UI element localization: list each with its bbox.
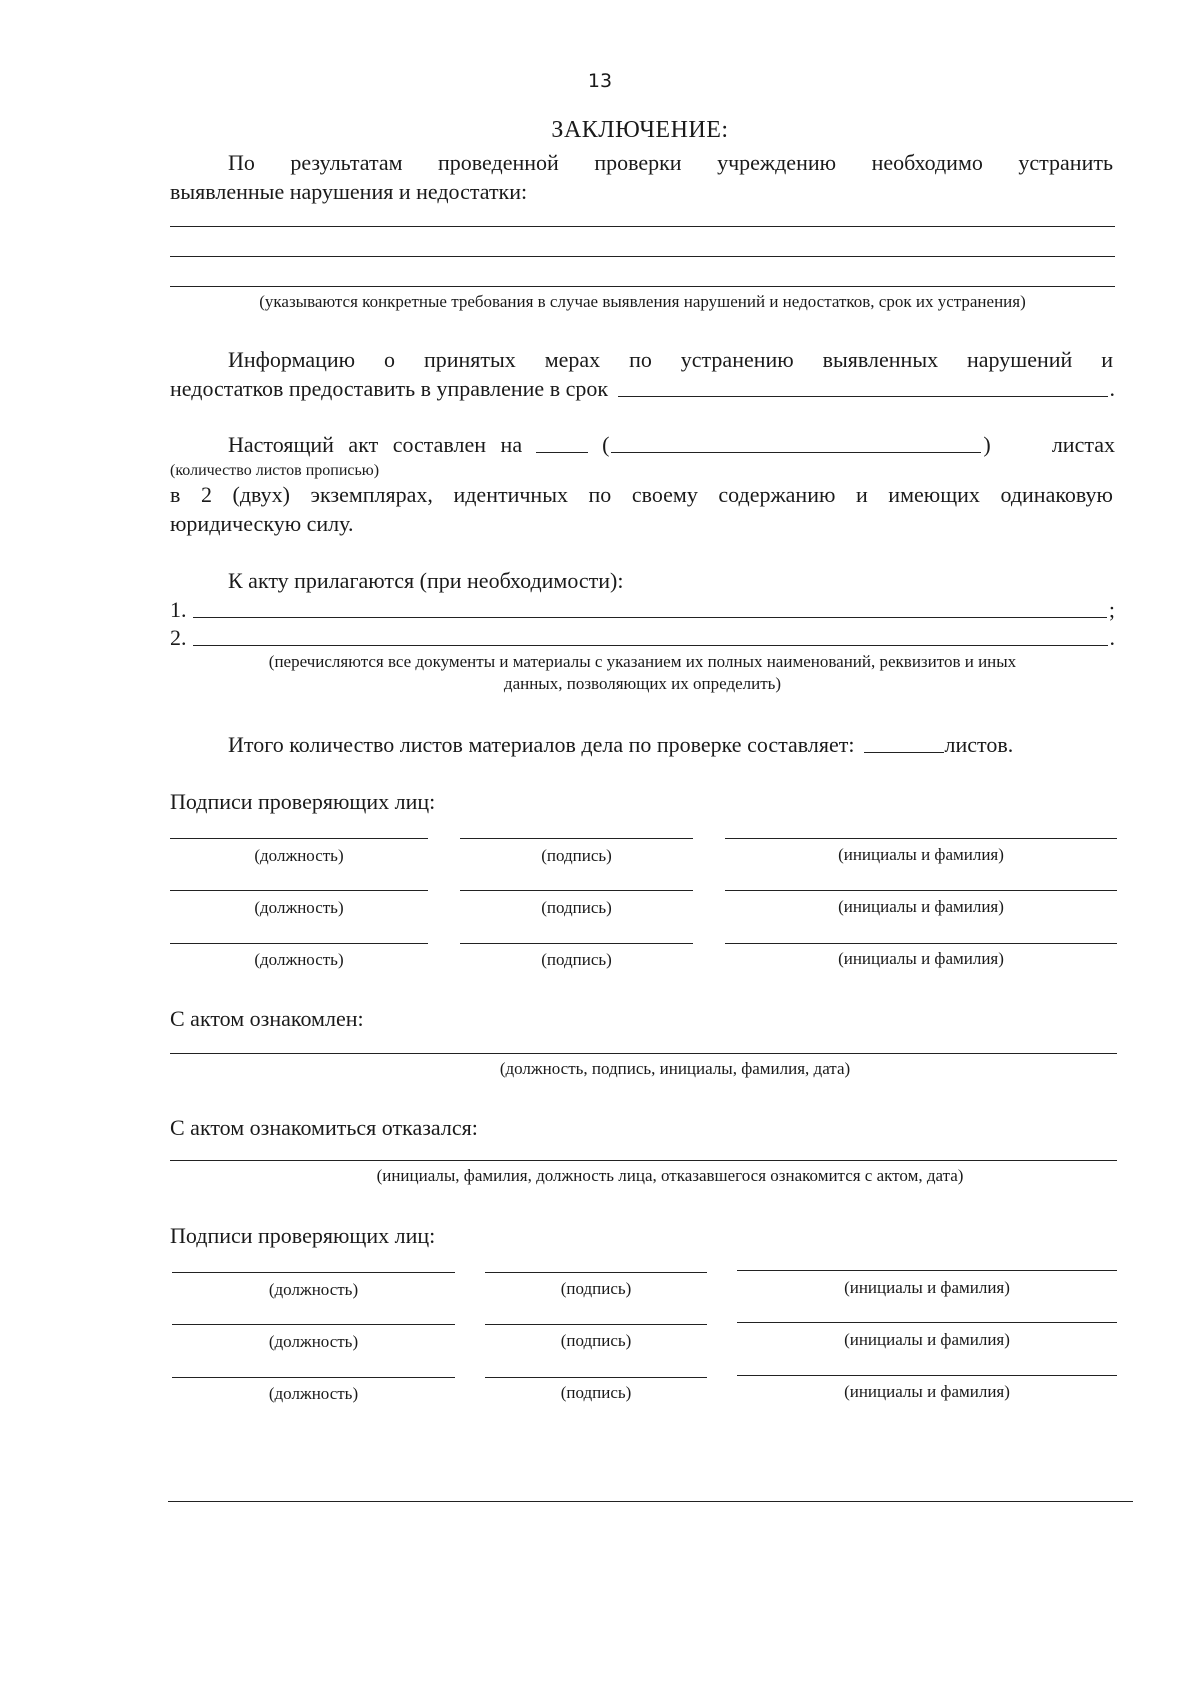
sig1-position-field-2[interactable] bbox=[170, 890, 428, 891]
sig2-position-field-2[interactable] bbox=[172, 1324, 455, 1325]
attachment-number-2: 2. bbox=[170, 625, 187, 650]
attachment-field-2[interactable] bbox=[193, 623, 1108, 646]
attachment-field-1[interactable] bbox=[193, 595, 1107, 618]
open-paren: ( bbox=[602, 432, 610, 457]
sheets-count-words-field[interactable] bbox=[611, 430, 981, 453]
sig1-position-caption-1: (должность) bbox=[254, 846, 344, 865]
page-number: 13 bbox=[587, 70, 613, 92]
signatures-heading-1: Подписи проверяющих лиц: bbox=[170, 789, 436, 814]
bottom-divider bbox=[168, 1501, 1133, 1502]
page-title: ЗАКЛЮЧЕНИЕ: bbox=[551, 117, 729, 143]
refused-caption: (инициалы, фамилия, должность лица, отказавшегося ознакомится с актом, дата) bbox=[376, 1166, 964, 1185]
sig2-position-caption-1: (должность) bbox=[268, 1280, 359, 1299]
attachment-item-2 bbox=[170, 623, 1115, 652]
act-caption: (количество листов прописью) bbox=[170, 462, 380, 479]
requirements-field-2[interactable] bbox=[170, 256, 1115, 257]
sig1-name-caption-2: (инициалы и фамилия) bbox=[838, 897, 1004, 916]
act-prefix: Настоящий акт составлен на bbox=[228, 432, 523, 457]
conclusion-line1: По результатам проведенной проверки учреждению необходимо устранить bbox=[228, 150, 1113, 175]
sig1-name-field-3[interactable] bbox=[725, 943, 1117, 944]
attachments-caption-2: данных, позволяющих их определить) bbox=[503, 674, 782, 693]
sig1-name-caption-3: (инициалы и фамилия) bbox=[838, 949, 1004, 968]
attachment-item-1 bbox=[170, 595, 1115, 624]
sig1-position-field-1[interactable] bbox=[170, 838, 428, 839]
requirements-field-3[interactable] bbox=[170, 286, 1115, 287]
sig1-position-caption-3: (должность) bbox=[254, 950, 344, 969]
sig1-name-caption-1: (инициалы и фамилия) bbox=[838, 845, 1004, 864]
act-sheets-row bbox=[228, 430, 1115, 459]
sig2-position-field-3[interactable] bbox=[172, 1377, 455, 1378]
sig2-position-field-1[interactable] bbox=[172, 1272, 455, 1273]
sig1-name-field-2[interactable] bbox=[725, 890, 1117, 891]
attachment-end-2: . bbox=[1109, 625, 1115, 650]
attachment-number-1: 1. bbox=[170, 597, 187, 622]
info-line1: Информацию о принятых мерах по устранению выявленных нарушений и bbox=[228, 347, 1113, 372]
total-sheets-field[interactable] bbox=[864, 730, 944, 753]
sig2-position-caption-3: (должность) bbox=[268, 1384, 359, 1403]
sig1-signature-caption-2: (подпись) bbox=[541, 898, 612, 917]
sig1-name-field-1[interactable] bbox=[725, 838, 1117, 839]
refused-heading: С актом ознакомиться отказался: bbox=[170, 1115, 478, 1140]
sig1-signature-caption-1: (подпись) bbox=[541, 846, 612, 865]
total-sheets-row bbox=[228, 730, 1013, 759]
total-prefix: Итого количество листов материалов дела по проверке составляет: bbox=[228, 732, 855, 757]
sig2-name-field-1[interactable] bbox=[737, 1270, 1117, 1271]
sig2-signature-field-3[interactable] bbox=[485, 1377, 707, 1378]
acquainted-heading: С актом ознакомлен: bbox=[170, 1006, 364, 1031]
sig2-signature-field-1[interactable] bbox=[485, 1272, 707, 1273]
sig1-signature-caption-3: (подпись) bbox=[541, 950, 612, 969]
deadline-field[interactable] bbox=[618, 374, 1107, 397]
attachments-heading: К акту прилагаются (при необходимости): bbox=[228, 568, 624, 593]
sheets-count-field[interactable] bbox=[536, 430, 588, 453]
conclusion-line2: выявленные нарушения и недостатки: bbox=[170, 179, 528, 204]
info-end: . bbox=[1109, 376, 1115, 401]
sig2-name-caption-1: (инициалы и фамилия) bbox=[844, 1278, 1010, 1297]
attachments-caption-1: (перечисляются все документы и материалы с указанием их полных наименований, реквизитов и иных bbox=[268, 652, 1017, 671]
close-paren: ) bbox=[983, 432, 991, 457]
act-line2: в 2 (двух) экземплярах, идентичных по своему содержанию и имеющих одинаковую bbox=[170, 482, 1113, 507]
act-suffix: листах bbox=[1051, 432, 1115, 457]
info-deadline-row bbox=[170, 374, 1115, 403]
info-line2: недостатков предоставить в управление в срок bbox=[170, 376, 609, 401]
sig1-signature-field-3[interactable] bbox=[460, 943, 693, 944]
sig2-name-field-2[interactable] bbox=[737, 1322, 1117, 1323]
sig2-signature-caption-2: (подпись) bbox=[560, 1331, 632, 1350]
signatures-heading-2: Подписи проверяющих лиц: bbox=[170, 1223, 436, 1248]
sig1-signature-field-2[interactable] bbox=[460, 890, 693, 891]
sig1-position-field-3[interactable] bbox=[170, 943, 428, 944]
refused-field[interactable] bbox=[170, 1160, 1117, 1161]
sig1-signature-field-1[interactable] bbox=[460, 838, 693, 839]
requirements-caption: (указываются конкретные требования в случае выявления нарушений и недостатков, срок их устранения) bbox=[259, 292, 1026, 311]
act-line3: юридическую силу. bbox=[170, 511, 354, 536]
sig2-name-caption-2: (инициалы и фамилия) bbox=[844, 1330, 1010, 1349]
sig2-position-caption-2: (должность) bbox=[268, 1332, 359, 1351]
total-suffix: листов. bbox=[944, 732, 1014, 757]
acquainted-field[interactable] bbox=[170, 1053, 1117, 1054]
acquainted-caption: (должность, подпись, инициалы, фамилия, дата) bbox=[499, 1059, 851, 1078]
requirements-field-1[interactable] bbox=[170, 226, 1115, 227]
sig2-signature-caption-3: (подпись) bbox=[560, 1383, 632, 1402]
sig1-position-caption-2: (должность) bbox=[254, 898, 344, 917]
sig2-name-field-3[interactable] bbox=[737, 1375, 1117, 1376]
sig2-signature-caption-1: (подпись) bbox=[560, 1279, 632, 1298]
sig2-name-caption-3: (инициалы и фамилия) bbox=[844, 1382, 1010, 1401]
sig2-signature-field-2[interactable] bbox=[485, 1324, 707, 1325]
attachment-end-1: ; bbox=[1108, 597, 1115, 622]
